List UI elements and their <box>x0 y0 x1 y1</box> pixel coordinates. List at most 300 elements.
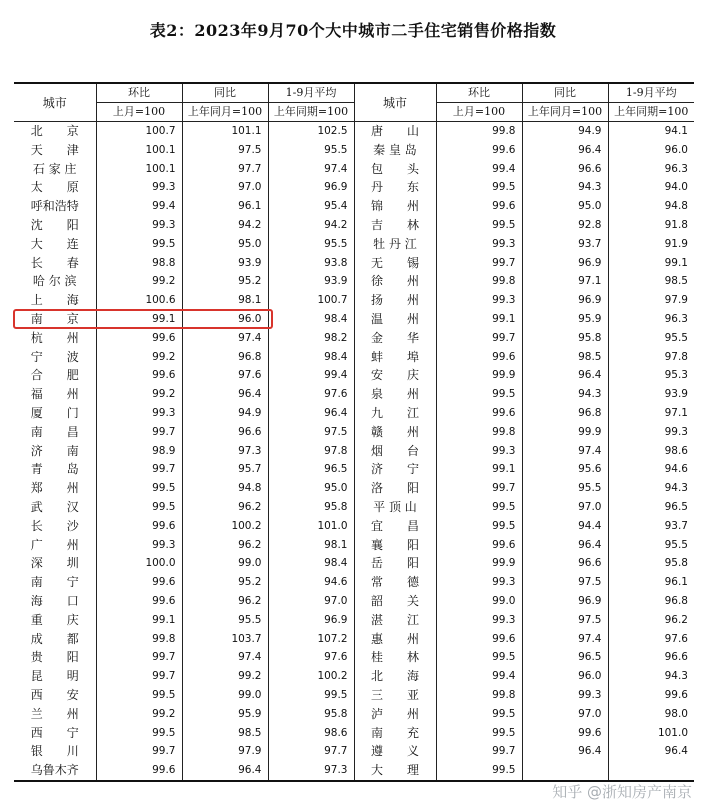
yoy-cell-right: 99.9 <box>522 423 608 442</box>
city-cell-right: 桂 林 <box>354 648 436 667</box>
yoy-cell-left: 100.2 <box>182 517 268 536</box>
avg-cell-right: 91.8 <box>608 216 694 235</box>
city-cell-left: 昆 明 <box>14 667 96 686</box>
city-cell-right: 金 华 <box>354 329 436 348</box>
mom-cell-right: 99.5 <box>436 705 522 724</box>
avg-cell-right: 96.1 <box>608 573 694 592</box>
avg-cell-left: 107.2 <box>268 630 354 649</box>
yoy-cell-right: 97.5 <box>522 573 608 592</box>
city-cell-left: 长 沙 <box>14 517 96 536</box>
mom-cell-right: 99.6 <box>436 348 522 367</box>
avg-cell-right: 99.1 <box>608 254 694 273</box>
yoy-cell-right: 99.6 <box>522 724 608 743</box>
avg-cell-left: 96.5 <box>268 460 354 479</box>
city-cell-left: 青 岛 <box>14 460 96 479</box>
avg-cell-left: 95.8 <box>268 498 354 517</box>
mom-cell-left: 99.6 <box>96 592 182 611</box>
avg-cell-right: 94.6 <box>608 460 694 479</box>
mom-cell-right: 99.0 <box>436 592 522 611</box>
mom-cell-right: 99.8 <box>436 272 522 291</box>
avg-cell-right: 96.3 <box>608 310 694 329</box>
city-cell-right: 吉 林 <box>354 216 436 235</box>
yoy-cell-left: 95.2 <box>182 272 268 291</box>
city-cell-left: 杭 州 <box>14 329 96 348</box>
table-row <box>14 724 694 743</box>
mom-cell-right: 99.1 <box>436 460 522 479</box>
header-city-left: 城市 <box>14 83 96 122</box>
yoy-cell-right: 95.5 <box>522 479 608 498</box>
city-cell-right: 湛 江 <box>354 611 436 630</box>
city-cell-left: 武 汉 <box>14 498 96 517</box>
city-cell-right: 牡 丹 江 <box>354 235 436 254</box>
header-mom-left: 环比 <box>96 83 182 103</box>
yoy-cell-right: 97.0 <box>522 705 608 724</box>
avg-cell-right: 95.5 <box>608 329 694 348</box>
city-cell-left: 石 家 庄 <box>14 160 96 179</box>
avg-cell-right: 96.3 <box>608 160 694 179</box>
yoy-cell-right: 95.0 <box>522 197 608 216</box>
avg-cell-right: 95.5 <box>608 536 694 555</box>
mom-cell-right: 99.5 <box>436 724 522 743</box>
city-cell-left: 太 原 <box>14 178 96 197</box>
yoy-cell-right: 94.4 <box>522 517 608 536</box>
yoy-cell-left: 96.2 <box>182 592 268 611</box>
avg-cell-right: 94.8 <box>608 197 694 216</box>
city-cell-right: 常 德 <box>354 573 436 592</box>
table-row <box>14 611 694 630</box>
avg-cell-right: 98.5 <box>608 272 694 291</box>
mom-cell-right: 99.9 <box>436 366 522 385</box>
avg-cell-right: 96.2 <box>608 611 694 630</box>
yoy-cell-right: 94.3 <box>522 178 608 197</box>
table-body <box>14 122 694 781</box>
yoy-cell-left: 96.4 <box>182 761 268 781</box>
mom-cell-right: 99.5 <box>436 498 522 517</box>
mom-cell-left: 99.7 <box>96 742 182 761</box>
city-cell-right: 徐 州 <box>354 272 436 291</box>
avg-cell-right: 96.0 <box>608 141 694 160</box>
table-row <box>14 291 694 310</box>
avg-cell-left: 98.4 <box>268 348 354 367</box>
table-row <box>14 272 694 291</box>
table-row <box>14 442 694 461</box>
mom-cell-left: 99.3 <box>96 178 182 197</box>
header-yoy-base-left: 上年同月=100 <box>182 103 268 122</box>
header-yoy-base-right: 上年同月=100 <box>522 103 608 122</box>
header-avg-base-left: 上年同期=100 <box>268 103 354 122</box>
mom-cell-right: 99.7 <box>436 479 522 498</box>
header-avg-right: 1-9月平均 <box>608 83 694 103</box>
yoy-cell-right <box>522 761 608 781</box>
city-cell-right: 包 头 <box>354 160 436 179</box>
header-city-right: 城市 <box>354 83 436 122</box>
yoy-cell-left: 95.0 <box>182 235 268 254</box>
yoy-cell-left: 97.9 <box>182 742 268 761</box>
city-cell-left: 郑 州 <box>14 479 96 498</box>
mom-cell-right: 99.5 <box>436 178 522 197</box>
avg-cell-left: 95.8 <box>268 705 354 724</box>
city-cell-right: 泉 州 <box>354 385 436 404</box>
city-cell-right: 赣 州 <box>354 423 436 442</box>
city-cell-left: 广 州 <box>14 536 96 555</box>
mom-cell-right: 99.8 <box>436 686 522 705</box>
city-cell-left: 合 肥 <box>14 366 96 385</box>
price-index-table <box>14 82 694 782</box>
yoy-cell-left: 94.8 <box>182 479 268 498</box>
yoy-cell-left: 93.9 <box>182 254 268 273</box>
table-row <box>14 742 694 761</box>
table-row <box>14 216 694 235</box>
header-avg-base-right: 上年同期=100 <box>608 103 694 122</box>
city-cell-left: 天 津 <box>14 141 96 160</box>
header-mom-base-left: 上月=100 <box>96 103 182 122</box>
mom-cell-left: 99.7 <box>96 648 182 667</box>
table-row <box>14 348 694 367</box>
mom-cell-right: 99.5 <box>436 385 522 404</box>
yoy-cell-right: 97.0 <box>522 498 608 517</box>
mom-cell-right: 99.7 <box>436 742 522 761</box>
table-row <box>14 573 694 592</box>
city-cell-left: 长 春 <box>14 254 96 273</box>
yoy-cell-left: 99.2 <box>182 667 268 686</box>
table-row <box>14 366 694 385</box>
avg-cell-right: 94.1 <box>608 122 694 141</box>
avg-cell-left: 99.4 <box>268 366 354 385</box>
yoy-cell-right: 94.9 <box>522 122 608 141</box>
header-avg-left: 1-9月平均 <box>268 83 354 103</box>
avg-cell-right: 96.8 <box>608 592 694 611</box>
mom-cell-right: 99.6 <box>436 630 522 649</box>
mom-cell-left: 99.7 <box>96 423 182 442</box>
yoy-cell-right: 96.4 <box>522 742 608 761</box>
mom-cell-right: 99.6 <box>436 536 522 555</box>
avg-cell-left: 94.6 <box>268 573 354 592</box>
yoy-cell-left: 96.2 <box>182 536 268 555</box>
header-yoy-left: 同比 <box>182 83 268 103</box>
avg-cell-right: 97.1 <box>608 404 694 423</box>
city-cell-right: 韶 关 <box>354 592 436 611</box>
table-row <box>14 385 694 404</box>
yoy-cell-right: 98.5 <box>522 348 608 367</box>
avg-cell-right: 94.0 <box>608 178 694 197</box>
avg-cell-left: 96.9 <box>268 178 354 197</box>
table-row <box>14 460 694 479</box>
city-cell-right: 扬 州 <box>354 291 436 310</box>
city-cell-right: 丹 东 <box>354 178 436 197</box>
city-cell-left: 上 海 <box>14 291 96 310</box>
yoy-cell-left: 94.2 <box>182 216 268 235</box>
avg-cell-right: 91.9 <box>608 235 694 254</box>
avg-cell-right: 96.6 <box>608 648 694 667</box>
mom-cell-left: 100.6 <box>96 291 182 310</box>
avg-cell-right: 93.9 <box>608 385 694 404</box>
avg-cell-left: 97.8 <box>268 442 354 461</box>
city-cell-left: 宁 波 <box>14 348 96 367</box>
yoy-cell-left: 95.7 <box>182 460 268 479</box>
mom-cell-left: 99.3 <box>96 404 182 423</box>
city-cell-right: 九 江 <box>354 404 436 423</box>
mom-cell-right: 99.7 <box>436 329 522 348</box>
mom-cell-right: 99.6 <box>436 404 522 423</box>
yoy-cell-left: 96.4 <box>182 385 268 404</box>
mom-cell-left: 100.1 <box>96 160 182 179</box>
yoy-cell-left: 99.0 <box>182 686 268 705</box>
city-cell-left: 济 南 <box>14 442 96 461</box>
avg-cell-left: 95.0 <box>268 479 354 498</box>
yoy-cell-right: 96.4 <box>522 141 608 160</box>
city-cell-left: 厦 门 <box>14 404 96 423</box>
mom-cell-left: 100.0 <box>96 554 182 573</box>
avg-cell-left: 99.5 <box>268 686 354 705</box>
yoy-cell-right: 95.6 <box>522 460 608 479</box>
yoy-cell-right: 96.6 <box>522 160 608 179</box>
mom-cell-left: 99.6 <box>96 573 182 592</box>
table-row <box>14 329 694 348</box>
mom-cell-right: 99.6 <box>436 141 522 160</box>
city-cell-right: 安 庆 <box>354 366 436 385</box>
yoy-cell-right: 95.9 <box>522 310 608 329</box>
avg-cell-left: 101.0 <box>268 517 354 536</box>
table-row <box>14 761 694 781</box>
avg-cell-right: 97.9 <box>608 291 694 310</box>
city-cell-right: 锦 州 <box>354 197 436 216</box>
city-cell-right: 岳 阳 <box>354 554 436 573</box>
city-cell-left: 沈 阳 <box>14 216 96 235</box>
avg-cell-left: 97.6 <box>268 385 354 404</box>
yoy-cell-left: 95.5 <box>182 611 268 630</box>
city-cell-left: 西 宁 <box>14 724 96 743</box>
avg-cell-left: 93.8 <box>268 254 354 273</box>
table-row <box>14 498 694 517</box>
table-row <box>14 667 694 686</box>
city-cell-left: 大 连 <box>14 235 96 254</box>
header-mom-base-right: 上月=100 <box>436 103 522 122</box>
yoy-cell-right: 97.1 <box>522 272 608 291</box>
city-cell-right: 三 亚 <box>354 686 436 705</box>
city-cell-right: 大 理 <box>354 761 436 781</box>
avg-cell-left: 93.9 <box>268 272 354 291</box>
table-row <box>14 404 694 423</box>
yoy-cell-left: 103.7 <box>182 630 268 649</box>
yoy-cell-right: 96.5 <box>522 648 608 667</box>
avg-cell-left: 95.4 <box>268 197 354 216</box>
city-cell-left: 海 口 <box>14 592 96 611</box>
mom-cell-left: 99.4 <box>96 197 182 216</box>
avg-cell-left: 97.3 <box>268 761 354 781</box>
table-title: 表2：2023年9月70个大中城市二手住宅销售价格指数 <box>149 21 557 40</box>
city-cell-left: 兰 州 <box>14 705 96 724</box>
city-cell-left: 西 安 <box>14 686 96 705</box>
city-cell-left: 乌鲁木齐 <box>14 761 96 781</box>
yoy-cell-left: 97.3 <box>182 442 268 461</box>
avg-cell-right: 96.5 <box>608 498 694 517</box>
table-row <box>14 178 694 197</box>
avg-cell-left: 98.1 <box>268 536 354 555</box>
table-row <box>14 648 694 667</box>
yoy-cell-left: 97.5 <box>182 141 268 160</box>
city-cell-right: 秦 皇 岛 <box>354 141 436 160</box>
city-cell-left: 福 州 <box>14 385 96 404</box>
avg-cell-left: 100.7 <box>268 291 354 310</box>
mom-cell-left: 99.3 <box>96 536 182 555</box>
mom-cell-left: 100.1 <box>96 141 182 160</box>
mom-cell-left: 99.5 <box>96 235 182 254</box>
yoy-cell-right: 96.9 <box>522 254 608 273</box>
header-yoy-right: 同比 <box>522 83 608 103</box>
yoy-cell-right: 99.3 <box>522 686 608 705</box>
city-cell-left: 银 川 <box>14 742 96 761</box>
yoy-cell-left: 96.0 <box>182 310 268 329</box>
city-cell-right: 北 海 <box>354 667 436 686</box>
avg-cell-right: 97.8 <box>608 348 694 367</box>
table-row <box>14 686 694 705</box>
mom-cell-left: 99.5 <box>96 724 182 743</box>
avg-cell-left: 100.2 <box>268 667 354 686</box>
avg-cell-right: 98.0 <box>608 705 694 724</box>
yoy-cell-left: 98.5 <box>182 724 268 743</box>
table-row <box>14 310 694 329</box>
avg-cell-right: 93.7 <box>608 517 694 536</box>
watermark: 知乎 @浙知房产南京 <box>552 783 692 801</box>
avg-cell-left: 97.0 <box>268 592 354 611</box>
yoy-cell-right: 96.4 <box>522 536 608 555</box>
mom-cell-left: 99.7 <box>96 667 182 686</box>
mom-cell-right: 99.3 <box>436 291 522 310</box>
city-cell-right: 洛 阳 <box>354 479 436 498</box>
yoy-cell-left: 96.8 <box>182 348 268 367</box>
yoy-cell-right: 96.8 <box>522 404 608 423</box>
mom-cell-left: 100.7 <box>96 122 182 141</box>
mom-cell-left: 99.6 <box>96 761 182 781</box>
mom-cell-right: 99.8 <box>436 122 522 141</box>
mom-cell-left: 99.1 <box>96 310 182 329</box>
city-cell-right: 遵 义 <box>354 742 436 761</box>
city-cell-left: 南 京 <box>14 310 96 329</box>
avg-cell-right: 96.4 <box>608 742 694 761</box>
yoy-cell-left: 99.0 <box>182 554 268 573</box>
avg-cell-left: 98.6 <box>268 724 354 743</box>
table-header <box>14 83 694 122</box>
yoy-cell-right: 92.8 <box>522 216 608 235</box>
yoy-cell-right: 95.8 <box>522 329 608 348</box>
yoy-cell-left: 96.2 <box>182 498 268 517</box>
mom-cell-left: 99.5 <box>96 498 182 517</box>
avg-cell-left: 96.9 <box>268 611 354 630</box>
mom-cell-right: 99.3 <box>436 611 522 630</box>
mom-cell-left: 99.8 <box>96 630 182 649</box>
mom-cell-left: 99.2 <box>96 705 182 724</box>
city-cell-right: 南 充 <box>354 724 436 743</box>
yoy-cell-right: 96.4 <box>522 366 608 385</box>
mom-cell-right: 99.5 <box>436 761 522 781</box>
city-cell-left: 北 京 <box>14 122 96 141</box>
mom-cell-right: 99.3 <box>436 442 522 461</box>
mom-cell-right: 99.7 <box>436 254 522 273</box>
avg-cell-left: 97.5 <box>268 423 354 442</box>
city-cell-left: 南 昌 <box>14 423 96 442</box>
yoy-cell-right: 93.7 <box>522 235 608 254</box>
yoy-cell-left: 94.9 <box>182 404 268 423</box>
mom-cell-right: 99.5 <box>436 648 522 667</box>
city-cell-left: 重 庆 <box>14 611 96 630</box>
avg-cell-left: 97.4 <box>268 160 354 179</box>
avg-cell-right: 101.0 <box>608 724 694 743</box>
avg-cell-left: 95.5 <box>268 141 354 160</box>
mom-cell-left: 98.9 <box>96 442 182 461</box>
yoy-cell-left: 96.1 <box>182 197 268 216</box>
mom-cell-left: 99.6 <box>96 329 182 348</box>
city-cell-left: 贵 阳 <box>14 648 96 667</box>
yoy-cell-left: 95.2 <box>182 573 268 592</box>
mom-cell-left: 99.2 <box>96 348 182 367</box>
avg-cell-left: 95.5 <box>268 235 354 254</box>
city-cell-left: 南 宁 <box>14 573 96 592</box>
avg-cell-right: 99.6 <box>608 686 694 705</box>
mom-cell-right: 99.5 <box>436 517 522 536</box>
city-cell-right: 无 锡 <box>354 254 436 273</box>
table-row <box>14 254 694 273</box>
avg-cell-right <box>608 761 694 781</box>
mom-cell-left: 99.5 <box>96 686 182 705</box>
mom-cell-left: 98.8 <box>96 254 182 273</box>
city-cell-right: 泸 州 <box>354 705 436 724</box>
yoy-cell-left: 97.4 <box>182 648 268 667</box>
city-cell-right: 蚌 埠 <box>354 348 436 367</box>
yoy-cell-right: 96.0 <box>522 667 608 686</box>
mom-cell-right: 99.5 <box>436 216 522 235</box>
yoy-cell-left: 101.1 <box>182 122 268 141</box>
table-row <box>14 592 694 611</box>
table-row <box>14 479 694 498</box>
yoy-cell-right: 96.6 <box>522 554 608 573</box>
table-row <box>14 554 694 573</box>
mom-cell-right: 99.3 <box>436 235 522 254</box>
avg-cell-right: 94.3 <box>608 479 694 498</box>
table-row <box>14 160 694 179</box>
yoy-cell-left: 97.0 <box>182 178 268 197</box>
city-cell-right: 惠 州 <box>354 630 436 649</box>
yoy-cell-left: 97.4 <box>182 329 268 348</box>
mom-cell-left: 99.2 <box>96 385 182 404</box>
yoy-cell-right: 97.5 <box>522 611 608 630</box>
yoy-cell-left: 96.6 <box>182 423 268 442</box>
mom-cell-left: 99.5 <box>96 479 182 498</box>
avg-cell-left: 94.2 <box>268 216 354 235</box>
table-row <box>14 705 694 724</box>
table-row <box>14 235 694 254</box>
city-cell-right: 温 州 <box>354 310 436 329</box>
yoy-cell-left: 95.9 <box>182 705 268 724</box>
mom-cell-left: 99.7 <box>96 460 182 479</box>
mom-cell-right: 99.4 <box>436 667 522 686</box>
avg-cell-left: 102.5 <box>268 122 354 141</box>
city-cell-right: 平 顶 山 <box>354 498 436 517</box>
mom-cell-right: 99.6 <box>436 197 522 216</box>
city-cell-left: 呼和浩特 <box>14 197 96 216</box>
header-mom-right: 环比 <box>436 83 522 103</box>
avg-cell-right: 98.6 <box>608 442 694 461</box>
avg-cell-left: 97.7 <box>268 742 354 761</box>
mom-cell-left: 99.6 <box>96 517 182 536</box>
yoy-cell-right: 96.9 <box>522 592 608 611</box>
avg-cell-left: 98.2 <box>268 329 354 348</box>
table-row <box>14 630 694 649</box>
city-cell-left: 深 圳 <box>14 554 96 573</box>
yoy-cell-right: 97.4 <box>522 630 608 649</box>
yoy-cell-left: 97.7 <box>182 160 268 179</box>
table-row <box>14 423 694 442</box>
avg-cell-right: 97.6 <box>608 630 694 649</box>
